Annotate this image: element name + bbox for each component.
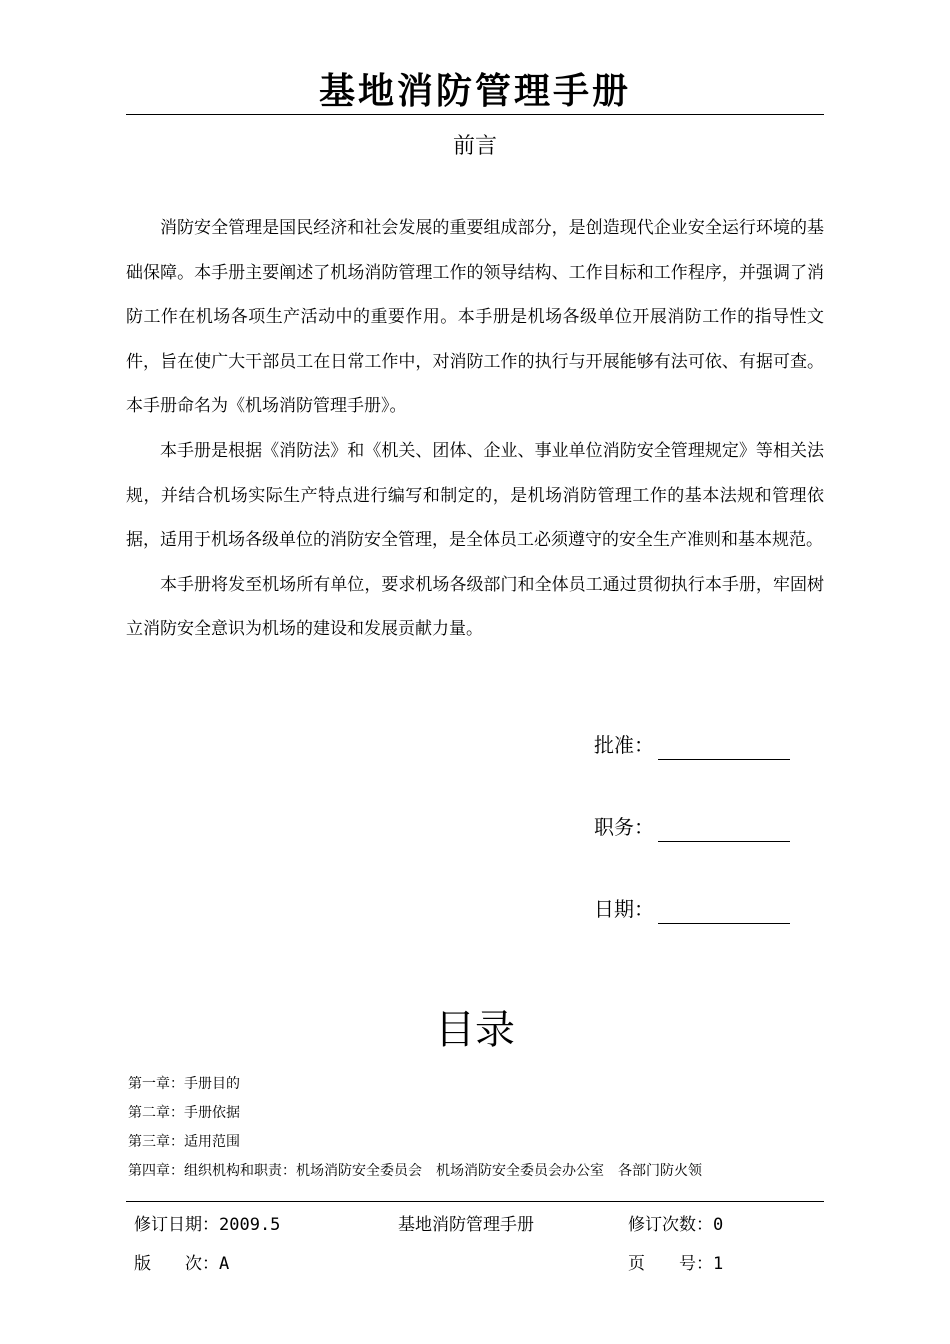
approve-blank-line bbox=[658, 737, 790, 760]
toc-heading: 目录 bbox=[435, 1007, 515, 1053]
date-signature-field bbox=[594, 894, 790, 924]
footer-edition: 版 次：A bbox=[134, 1254, 230, 1274]
footer-manual-name: 基地消防管理手册 bbox=[398, 1215, 534, 1235]
toc-item[interactable]: 第三章：适用范围 bbox=[128, 1134, 240, 1150]
preface-body bbox=[126, 206, 824, 652]
preface-paragraph-2: 本手册是根据《消防法》和《机关、团体、企业、事业单位消防安全管理规定》等相关法规，并结合机场实际生产特点进行编写和制定的，是机场消防管理工作的基本法规和管理依据，适用于机场各级单位的消防安全管理，是全体员工必须遵守的安全生产准则和基本规范。 bbox=[126, 440, 824, 551]
toc-item[interactable]: 第四章：组织机构和职责：机场消防安全委员会 机场消防安全委员会办公室 各部门防火领 bbox=[128, 1163, 702, 1179]
preface-heading: 前言 bbox=[452, 134, 497, 159]
approve-label: 批准： bbox=[594, 733, 654, 757]
table-of-contents bbox=[128, 1073, 702, 1189]
footer-divider bbox=[126, 1201, 824, 1202]
footer-revision-date: 修订日期：2009.5 bbox=[134, 1215, 281, 1235]
title-underline bbox=[126, 114, 824, 115]
preface-paragraph-3: 本手册将发至机场所有单位，要求机场各级部门和全体员工通过贯彻执行本手册，牢固树立消防安全意识为机场的建设和发展贡献力量。 bbox=[126, 574, 824, 640]
date-label: 日期： bbox=[594, 897, 654, 921]
preface-paragraph-1: 消防安全管理是国民经济和社会发展的重要组成部分，是创造现代企业安全运行环境的基础保障。本手册主要阐述了机场消防管理工作的领导结构、工作目标和工作程序，并强调了消防工作在机场各项生产活动中的重要作用。本手册是机场各级单位开展消防工作的指导性文件，旨在使广大干部员工在日常工作中，对消防工作的执行与开展能够有法可依、有据可查。本手册命名为《机场消防管理手册》。 bbox=[126, 218, 824, 417]
footer-revision-count: 修订次数：0 bbox=[628, 1215, 724, 1235]
toc-item[interactable]: 第二章：手册依据 bbox=[128, 1105, 240, 1121]
position-label: 职务： bbox=[594, 815, 654, 839]
footer-page-number: 页 号：1 bbox=[628, 1254, 724, 1274]
toc-item[interactable]: 第一章：手册目的 bbox=[128, 1076, 240, 1092]
position-signature-field bbox=[594, 812, 790, 842]
approve-signature-field bbox=[594, 730, 790, 760]
date-blank-line bbox=[658, 901, 790, 924]
document-title: 基地消防管理手册 bbox=[318, 71, 631, 112]
position-blank-line bbox=[658, 819, 790, 842]
